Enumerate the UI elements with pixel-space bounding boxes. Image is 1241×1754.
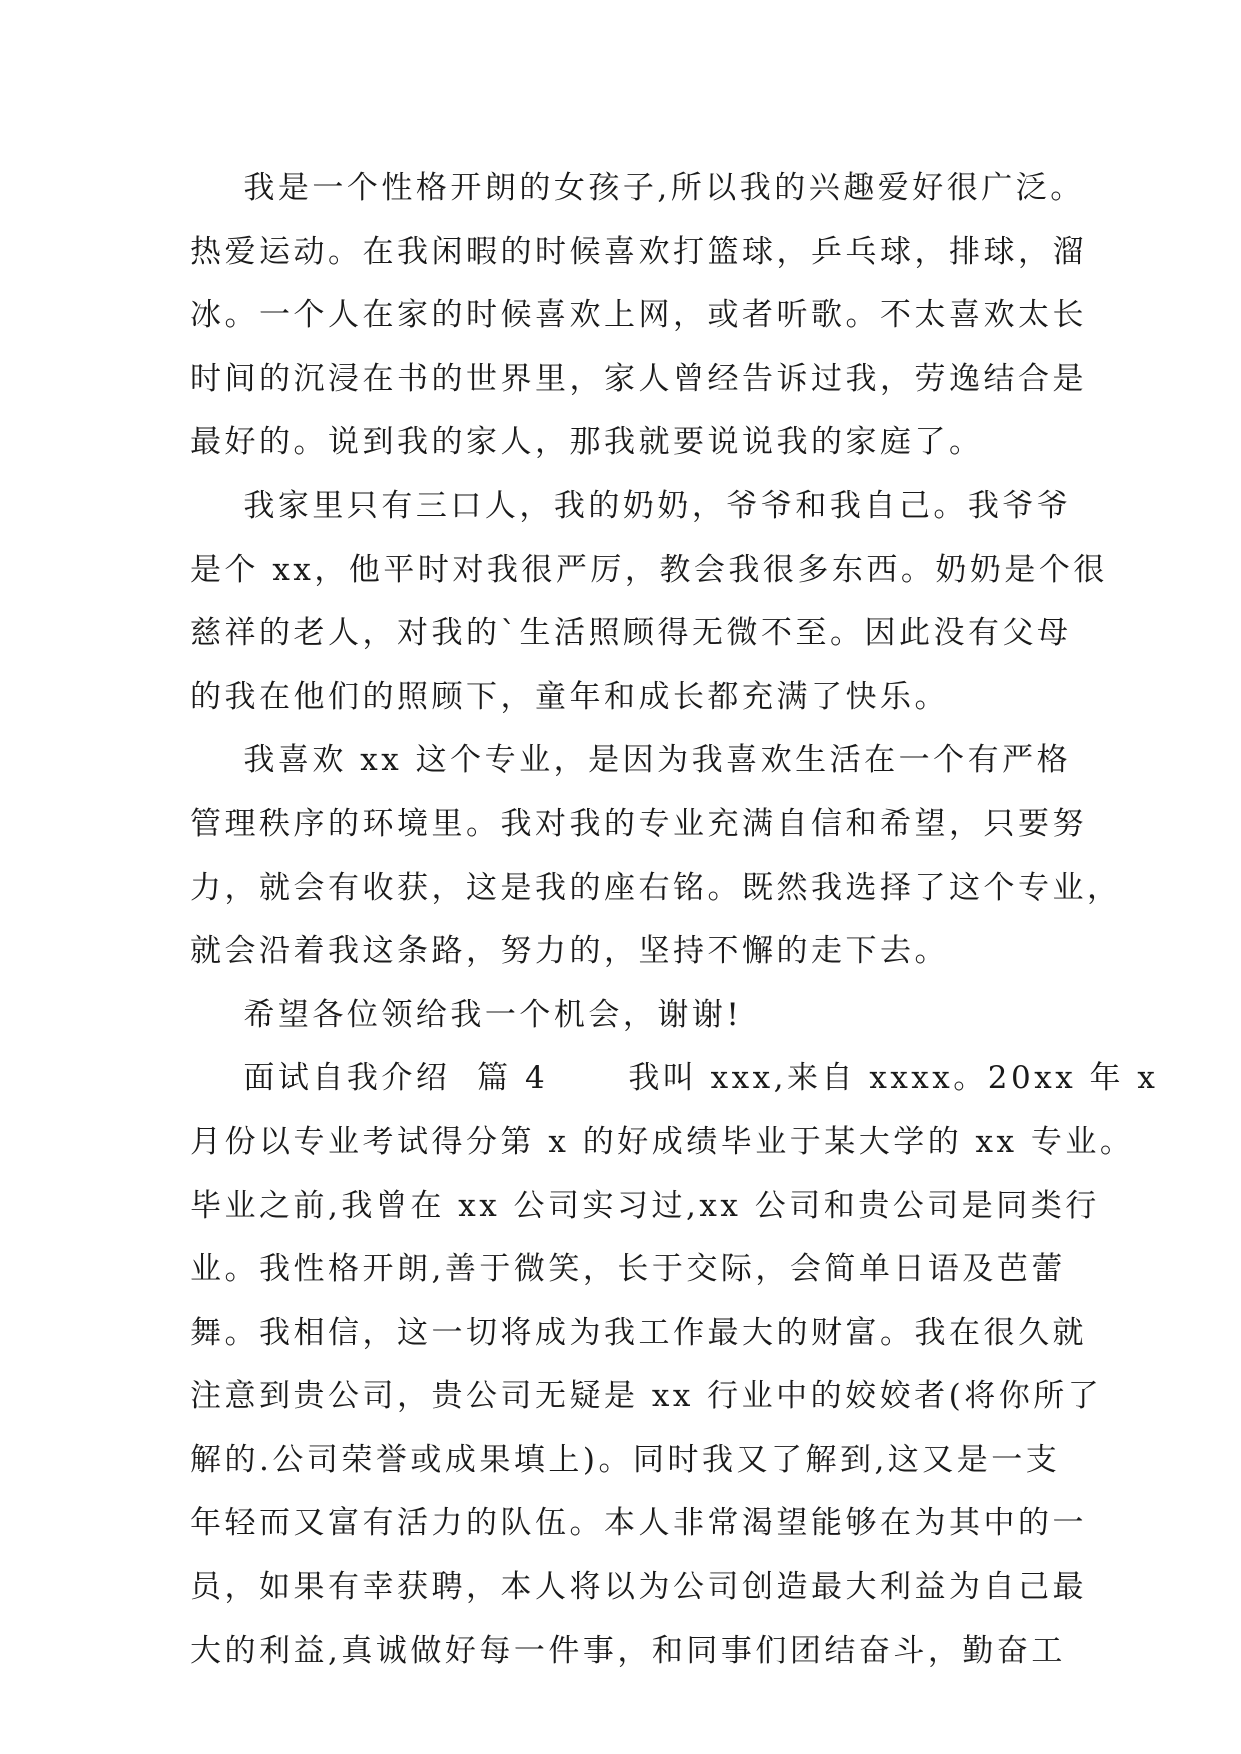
text-line: 舞。我相信，这一切将成为我工作最大的财富。我在很久就 xyxy=(190,1314,1087,1351)
text-line: 面试自我介绍 篇 4 我叫 xxx,来自 xxxx。20xx 年 x xyxy=(190,1060,1159,1097)
text-line: 我喜欢 xx 这个专业，是因为我喜欢生活在一个有严格 xyxy=(190,742,1072,779)
text-line: 员，如果有幸获聘，本人将以为公司创造最大利益为自己最 xyxy=(190,1569,1087,1606)
text-line: 管理秩序的环境里。我对我的专业充满自信和希望，只要努 xyxy=(190,805,1087,842)
text-line: 慈祥的老人，对我的`生活照顾得无微不至。因此没有父母 xyxy=(190,615,1072,652)
text-line: 解的.公司荣誉或成果填上)。同时我又了解到,这又是一支 xyxy=(190,1441,1061,1478)
text-line: 月份以专业考试得分第 x 的好成绩毕业于某大学的 xx 专业。 xyxy=(190,1123,1135,1160)
text-line: 大的利益,真诚做好每一件事，和同事们团结奋斗，勤奋工 xyxy=(190,1632,1066,1669)
text-line: 热爱运动。在我闲暇的时候喜欢打篮球，乒乓球，排球，溜 xyxy=(190,233,1087,270)
text-line: 冰。一个人在家的时候喜欢上网，或者听歌。不太喜欢太长 xyxy=(190,297,1087,334)
text-line: 我是一个性格开朗的女孩子,所以我的兴趣爱好很广泛。 xyxy=(190,170,1085,206)
text-line: 的我在他们的照顾下，童年和成长都充满了快乐。 xyxy=(190,678,949,715)
text-line: 毕业之前,我曾在 xx 公司实习过,xx 公司和贵公司是同类行 xyxy=(190,1187,1100,1224)
text-line: 年轻而又富有活力的队伍。本人非常渴望能够在为其中的一 xyxy=(190,1505,1087,1542)
text-line: 就会沿着我这条路，努力的，坚持不懈的走下去。 xyxy=(190,933,949,970)
text-line: 希望各位领给我一个机会，谢谢! xyxy=(190,996,743,1033)
text-line: 时间的沉浸在书的世界里，家人曾经告诉过我，劳逸结合是 xyxy=(190,360,1087,397)
text-line: 我家里只有三口人，我的奶奶，爷爷和我自己。我爷爷 xyxy=(190,487,1072,524)
body-text xyxy=(190,157,1159,1683)
text-line: 业。我性格开朗,善于微笑，长于交际，会简单日语及芭蕾 xyxy=(190,1251,1066,1288)
text-line: 最好的。说到我的家人，那我就要说说我的家庭了。 xyxy=(190,424,984,461)
text-line: 是个 xx，他平时对我很严厉，教会我很多东西。奶奶是个很 xyxy=(190,551,1108,588)
text-line: 力，就会有收获，这是我的座右铭。既然我选择了这个专业， xyxy=(190,869,1122,906)
text-line: 注意到贵公司，贵公司无疑是 xx 行业中的姣姣者(将你所了 xyxy=(190,1378,1103,1415)
